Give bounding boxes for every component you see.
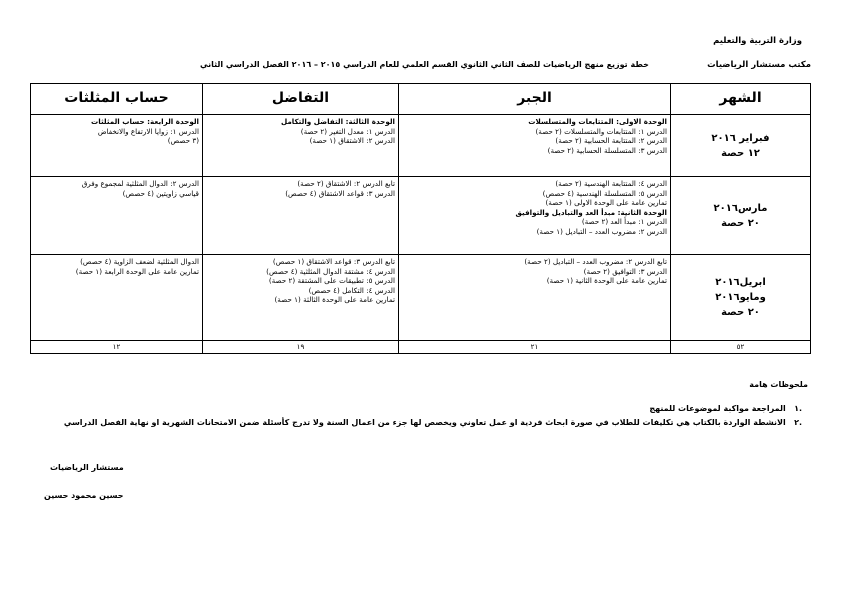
lesson-line: الدرس ٢: الاشتقاق (١ حصة): [309, 136, 395, 146]
month-label: ٢٠ حصة: [721, 217, 760, 229]
lesson-line: الدوال المثلثية لضعف الزاوية (٤ حصص): [80, 257, 199, 266]
lesson-line: الدرس ٤: التكامل (٤ حصص): [308, 285, 395, 295]
month-label: ٢٠ حصة: [721, 307, 760, 318]
lesson-line: تابع الدرس ٢: مضروب العدد – التباديل (٢ حصة): [524, 257, 667, 266]
lesson-line: الدرس ٣: التوافيق (٢ حصة): [583, 266, 667, 276]
unit-title: الوحدة الثالثة: التفاضل والتكامل: [280, 117, 395, 126]
header-calculus: التفاضل: [203, 84, 399, 115]
trigonometry-cell: [31, 115, 203, 177]
lesson-line: الدرس ١: مبدأ العد (٢ حصة): [581, 217, 667, 227]
notes-title: ملحوظات هامة: [749, 380, 808, 389]
lesson-line: الدرس ٥: تطبيقات على المشتقة (٢ حصة): [268, 276, 395, 286]
lesson-line: الدرس ٣: قواعد الاشتقاق (٤ حصص): [285, 188, 395, 198]
calculus-cell: [203, 255, 399, 341]
table-row: [31, 255, 811, 341]
trigonometry-cell: [31, 255, 203, 341]
algebra-cell: [399, 177, 671, 255]
note-number: .١: [794, 404, 802, 413]
lesson-line: الدرس ٥: المتسلسلة الهندسية (٤ حصص): [542, 188, 667, 198]
curriculum-table: [30, 83, 811, 354]
signature-name: حسين محمود حسين: [44, 491, 124, 500]
month-cell: [671, 115, 811, 177]
header-trigonometry: حساب المثلثات: [31, 84, 203, 115]
header-algebra: الجبر: [399, 84, 671, 115]
table-row: [31, 177, 811, 255]
trigonometry-cell: [31, 177, 203, 255]
note-item-2: [64, 418, 802, 427]
note-number: .٢: [794, 418, 802, 427]
lesson-line: تابع الدرس ٣: قواعد الاشتقاق (١ حصص): [272, 257, 395, 266]
total-cell: ١٢: [31, 341, 203, 354]
ministry-name: وزارة التربية والتعليم: [713, 36, 802, 46]
month-label: ابريل٢٠١٦: [715, 277, 766, 288]
lesson-line: الدرس ٢: الدوال المثلثية لمجموع وفرق: [81, 179, 199, 188]
lesson-line: تمارين عامة على الوحدة الرابعة (١ حصة): [75, 266, 199, 276]
month-label: ومايو٢٠١٦: [715, 292, 766, 303]
unit-title: الوحدة الثانية: مبدأ العد والتباديل والتوافيق: [515, 207, 667, 217]
lesson-line: تمارين عامة على الوحدة الثانية (١ حصة): [546, 276, 667, 286]
lesson-line: الدرس ١: زوايا الارتفاع والانخفاض: [97, 126, 199, 136]
lesson-line: الدرس ٢: المتتابعة الحسابية (٢ حصة): [555, 136, 667, 146]
header-month: الشهر: [671, 84, 811, 115]
total-cell: ٥٢: [671, 341, 811, 354]
note-text: الانشطة الواردة بالكتاب هي تكليفات للطلاب في صورة ابحاث فردية او عمل تعاوني ويخصص لها جزء من اعمال السنة ولا تدرج كأسئلة ضمن الامتحانات الشهرية او نهاية الفصل الدراسي: [63, 418, 786, 427]
month-label: مارس٢٠١٦: [713, 202, 768, 214]
month-cell: [671, 255, 811, 341]
unit-title: الوحدة الرابعة: حساب المثلثات: [91, 117, 199, 126]
month-label: ١٢ حصة: [721, 147, 760, 159]
lesson-line: قياسي زاويتين (٤ حصص): [122, 188, 199, 198]
unit-title: الوحدة الاولى: المتتابعات والمتسلسلات: [528, 117, 667, 126]
calculus-cell: [203, 177, 399, 255]
total-cell: ١٩: [203, 341, 399, 354]
algebra-cell: [399, 115, 671, 177]
lesson-line: الدرس ٢: مضروب العدد – التباديل (١ حصة): [536, 226, 667, 236]
note-item-1: [649, 404, 802, 413]
lesson-line: تابع الدرس ٢: الاشتقاق (٢ حصة): [297, 179, 395, 188]
algebra-cell: [399, 255, 671, 341]
note-text: المراجعة مواكبة لموضوعات للمنهج: [649, 404, 786, 413]
lesson-line: تمارين عامة على الوحدة الاولى (١ حصة): [545, 198, 667, 208]
lesson-line: الدرس ٣: المتسلسلة الحسابية (٢ حصة): [547, 145, 667, 155]
lesson-line: الدرس ٤: المتتابعة الهندسية (٢ حصة): [555, 179, 667, 188]
lesson-line: الدرس ١: معدل التغير (٢ حصة): [300, 126, 395, 136]
lesson-line: تمارين عامة على الوحدة الثالثة (١ حصة): [274, 295, 395, 305]
table-header-row: [31, 84, 811, 115]
lesson-line: الدرس ١: المتتابعات والمتسلسلات (٢ حصة): [535, 126, 667, 136]
office-name: مكتب مستشار الرياضيات: [707, 60, 811, 70]
totals-row: [31, 341, 811, 354]
plan-title: خطة توزيع منهج الرياضيات للصف الثاني الثانوي القسم العلمي للعام الدراسي ٢٠١٥ – ٢٠١٦ الفصل الدراسي الثاني: [200, 60, 649, 69]
lesson-line: (٣ حصص): [167, 136, 199, 146]
total-cell: ٢١: [399, 341, 671, 354]
signature-role: مستشار الرياضيات: [50, 463, 124, 472]
month-cell: [671, 177, 811, 255]
table-row: [31, 115, 811, 177]
lesson-line: الدرس ٤: مشتقة الدوال المثلثية (٤ حصص): [266, 266, 395, 276]
calculus-cell: [203, 115, 399, 177]
month-label: فبراير ٢٠١٦: [711, 132, 770, 144]
